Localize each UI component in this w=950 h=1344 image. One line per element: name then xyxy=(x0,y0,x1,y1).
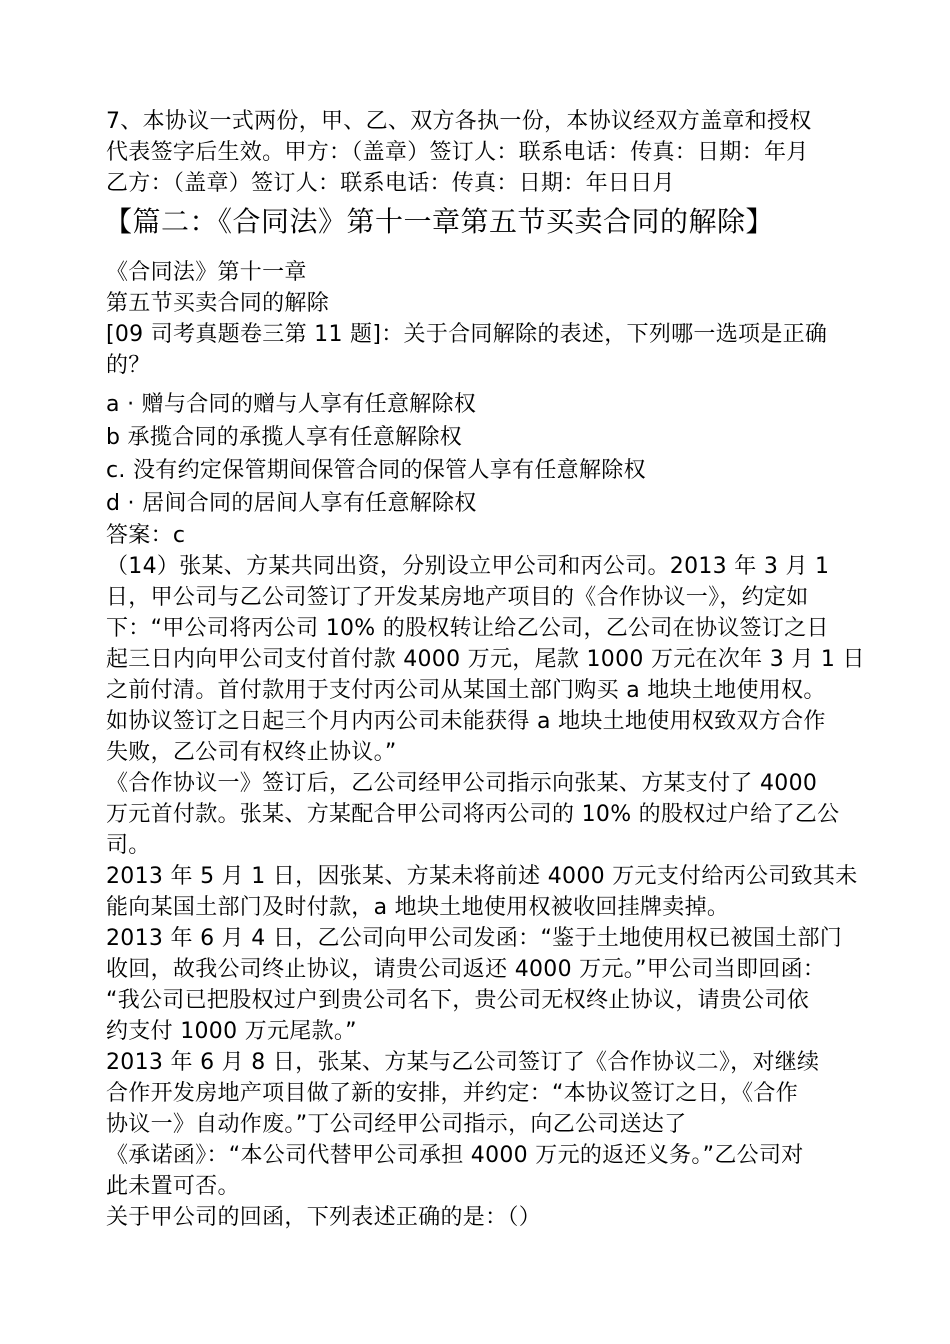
text-line: 此未置可否。 xyxy=(106,1174,240,1199)
option-d: d · 居间合同的居间人享有任意解除权 xyxy=(106,491,477,516)
text-line: 下：“甲公司将丙公司 10% 的股权转让给乙公司，乙公司在协议签订之日 xyxy=(106,616,829,641)
document-page xyxy=(106,106,866,1233)
paragraph xyxy=(106,861,866,923)
text-line: 万元首付款。张某、方某配合甲公司将丙公司的 10% 的股权过户给了乙公 xyxy=(106,802,840,827)
answer-line: 答案：c xyxy=(106,523,186,548)
question-09 xyxy=(106,319,866,551)
text-line: 代表签字后生效。甲方：（盖章）签订人：联系电话：传真：日期：年月 xyxy=(106,140,809,165)
text-line: 《承诺函》：“本公司代替甲公司承担 4000 万元的返还义务。”乙公司对 xyxy=(106,1143,804,1168)
paragraph xyxy=(106,768,866,861)
text-line: 《合作协议一》签订后，乙公司经甲公司指示向张某、方某支付了 4000 xyxy=(106,771,818,796)
paragraph xyxy=(106,1047,866,1202)
question-14 xyxy=(106,551,866,1233)
question-text: 的？ xyxy=(106,353,151,378)
text-line: 如协议签订之日起三个月内丙公司未能获得 a 地块土地使用权致双方合作 xyxy=(106,709,826,734)
text-line: 之前付清。首付款用于支付丙公司从某国土部门购买 a 地块土地使用权。 xyxy=(106,678,826,703)
question-prompt: 关于甲公司的回函，下列表述正确的是：（） xyxy=(106,1205,542,1230)
paragraph xyxy=(106,923,866,1047)
text-line: 乙方：（盖章）签订人：联系电话：传真：日期：年日日月 xyxy=(106,171,675,196)
text-line: 日，甲公司与乙公司签订了开发某房地产项目的《合作协议一》，约定如 xyxy=(106,585,809,610)
text-line: 司。 xyxy=(106,833,151,858)
text-line: 失败，乙公司有权终止协议。” xyxy=(106,740,397,765)
text-line: 7、本协议一式两份，甲、乙、双方各执一份，本协议经双方盖章和授权 xyxy=(106,109,812,134)
text-line: 2013 年 6 月 8 日，张某、方某与乙公司签订了《合作协议二》，对继续 xyxy=(106,1050,820,1075)
text-line: 2013 年 6 月 4 日，乙公司向甲公司发函：“鉴于土地使用权已被国土部门 xyxy=(106,926,843,951)
subtitle-chapter: 《合同法》第十一章 xyxy=(106,260,307,285)
text-line: 协议一》自动作废。”丁公司经甲公司指示，向乙公司送达了 xyxy=(106,1112,687,1137)
text-line: “我公司已把股权过户到贵公司名下，贵公司无权终止协议，请贵公司依 xyxy=(106,988,809,1013)
text-line: 约支付 1000 万元尾款。” xyxy=(106,1019,357,1044)
subtitle-section: 第五节买卖合同的解除 xyxy=(106,291,330,316)
text-line: （14）张某、方某共同出资，分别设立甲公司和丙公司。2013 年 3 月 1 xyxy=(106,554,830,579)
section-7-clause xyxy=(106,106,866,199)
question-text: [09 司考真题卷三第 11 题]：关于合同解除的表述，下列哪一选项是正确 xyxy=(106,322,828,347)
section-heading: 【篇二：《合同法》第十一章第五节买卖合同的解除】 xyxy=(104,205,775,238)
paragraph xyxy=(106,551,866,768)
text-line: 合作开发房地产项目做了新的安排，并约定：“本协议签订之日，《合作 xyxy=(106,1081,798,1106)
option-c: c. 没有约定保管期间保管合同的保管人享有任意解除权 xyxy=(106,458,646,483)
text-line: 2013 年 5 月 1 日，因张某、方某未将前述 4000 万元支付给丙公司致其未 xyxy=(106,864,858,889)
text-line: 能向某国土部门及时付款，a 地块土地使用权被收回挂牌卖掉。 xyxy=(106,895,730,920)
option-b: b 承揽合同的承揽人享有任意解除权 xyxy=(106,425,463,450)
text-line: 起三日内向甲公司支付首付款 4000 万元，尾款 1000 万元在次年 3 月 1 日 xyxy=(106,647,865,672)
text-line: 收回，故我公司终止协议，请贵公司返还 4000 万元。”甲公司当即回函： xyxy=(106,957,826,982)
option-a: a · 赠与合同的赠与人享有任意解除权 xyxy=(106,392,477,417)
